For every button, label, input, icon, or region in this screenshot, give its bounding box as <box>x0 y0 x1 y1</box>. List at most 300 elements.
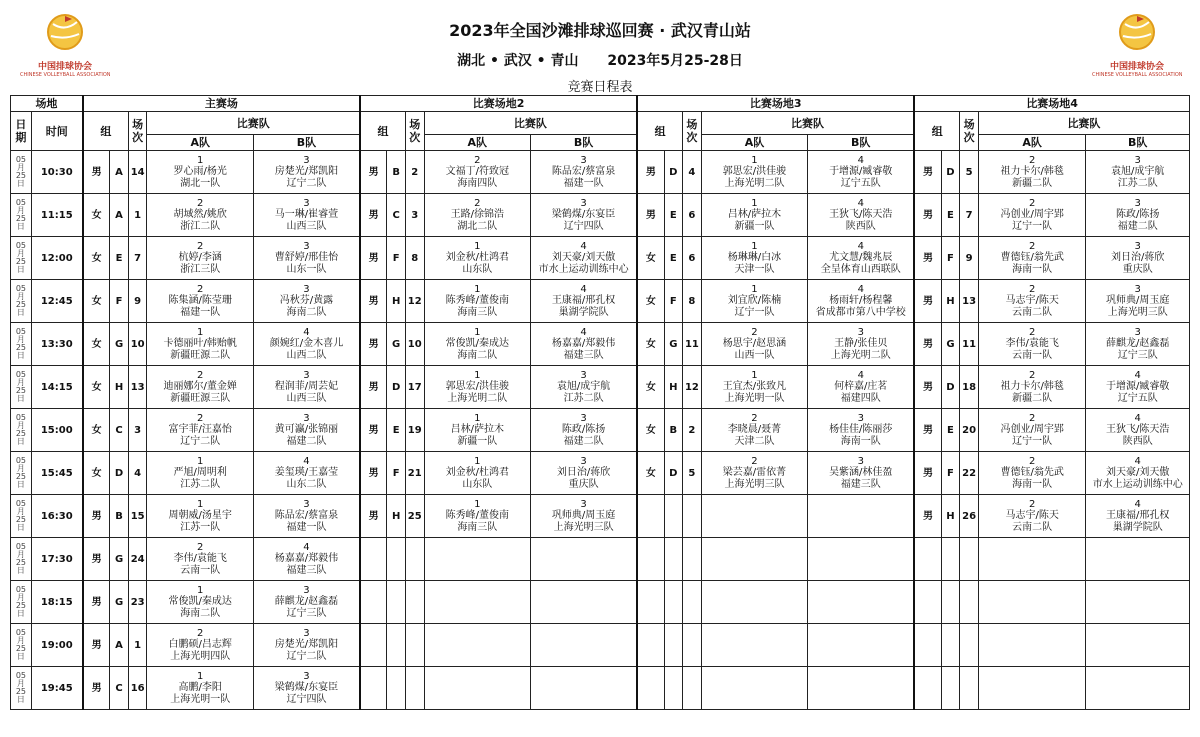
team-b-cell <box>253 151 360 194</box>
gender-cell: 男 <box>360 366 387 409</box>
seed-number: 3 <box>1134 326 1141 338</box>
empty-cell <box>637 495 664 538</box>
player-names: 陈秀峰/董俊南 <box>445 294 509 306</box>
club-name: 辽宁二队 <box>286 177 327 189</box>
group-cell: G <box>941 323 960 366</box>
group-cell: F <box>387 452 406 495</box>
match-time: 19:45 <box>31 667 83 710</box>
date-text: 05月25日 <box>15 241 27 274</box>
round-cell: 23 <box>128 581 147 624</box>
group-cell: E <box>664 194 683 237</box>
team-a-cell <box>978 194 1086 237</box>
player-names: 曹德钰/翁先武 <box>1000 466 1064 478</box>
club-name: 上海光明四队 <box>170 650 231 662</box>
venue-header-row <box>11 96 1190 112</box>
date-text: 05月25日 <box>15 456 27 489</box>
team-b-header: B队 <box>253 135 360 151</box>
club-name: 辽宁三队 <box>1117 349 1158 361</box>
player-names: 常俊凯/秦成达 <box>445 337 509 349</box>
team-b-cell <box>1086 452 1190 495</box>
player-names: 陈品宏/蔡富泉 <box>274 509 339 521</box>
group-cell: F <box>941 452 960 495</box>
gender-cell: 女 <box>83 409 110 452</box>
match-time: 13:30 <box>31 323 83 366</box>
seed-number: 4 <box>1134 455 1141 467</box>
empty-cell <box>360 624 387 667</box>
club-name: 福建三队 <box>286 564 327 576</box>
seed-number: 3 <box>580 498 587 510</box>
teams-header: 比赛队 <box>701 112 914 135</box>
player-names: 袁旭/成宇航 <box>1111 165 1165 177</box>
empty-cell <box>637 538 664 581</box>
empty-cell <box>683 538 702 581</box>
org-name-en: CHINESE VOLLEYBALL ASSOCIATION <box>20 72 111 78</box>
team-b-cell <box>1086 194 1190 237</box>
seed-number: 3 <box>303 240 310 252</box>
dates-text: 2023年5月25-28日 <box>607 53 743 69</box>
club-name: 江苏二队 <box>563 392 604 404</box>
seed-number: 4 <box>303 541 310 553</box>
club-name: 福建二队 <box>1117 220 1158 232</box>
team-a-header: A队 <box>701 135 808 151</box>
venue-2: 比赛场地2 <box>360 96 637 112</box>
team-b-cell <box>808 323 915 366</box>
club-name: 辽宁一队 <box>1012 220 1053 232</box>
team-b-cell <box>531 151 638 194</box>
empty-cell <box>424 581 531 624</box>
empty-cell <box>808 581 915 624</box>
gender-cell: 女 <box>637 409 664 452</box>
player-names: 王康福/邢孔权 <box>551 294 616 306</box>
org-name-cn: 中国排球协会 <box>1109 62 1164 72</box>
round-header: 场次 <box>683 112 702 151</box>
match-date <box>11 194 32 237</box>
date-text: 05月25日 <box>15 671 27 704</box>
group-cell: E <box>387 409 406 452</box>
gender-cell: 女 <box>83 237 110 280</box>
player-names: 杨嘉嘉/郑毅伟 <box>274 552 339 564</box>
gender-cell: 男 <box>637 194 664 237</box>
player-names: 杨思宇/赵思涵 <box>722 337 787 349</box>
club-name: 云南二队 <box>1012 306 1053 318</box>
round-cell: 21 <box>405 452 424 495</box>
team-a-cell <box>424 409 531 452</box>
schedule-row <box>11 237 1190 280</box>
empty-cell <box>360 667 387 710</box>
team-b-cell <box>253 452 360 495</box>
player-names: 刘日治/蒋欣 <box>556 466 611 478</box>
empty-cell <box>701 538 808 581</box>
empty-cell <box>531 581 638 624</box>
gender-cell: 男 <box>83 495 110 538</box>
empty-cell <box>941 667 960 710</box>
club-name: 天津一队 <box>734 263 775 275</box>
club-name: 新疆旺源三队 <box>170 392 231 404</box>
player-names: 祖力卡尔/韩毯 <box>1000 380 1064 392</box>
empty-cell <box>960 538 979 581</box>
player-names: 吕林/萨拉木 <box>450 423 504 435</box>
seed-number: 2 <box>751 412 758 424</box>
group-header: 组 <box>83 112 128 151</box>
seed-number: 1 <box>474 283 481 295</box>
empty-cell <box>683 667 702 710</box>
player-names: 周朝威/汤星宇 <box>168 509 232 521</box>
group-cell: H <box>387 280 406 323</box>
seed-number: 1 <box>197 584 204 596</box>
schedule-row <box>11 538 1190 581</box>
club-name: 辽宁一队 <box>734 306 775 318</box>
seed-number: 2 <box>1028 455 1036 467</box>
gender-cell: 男 <box>914 151 941 194</box>
empty-cell <box>941 581 960 624</box>
empty-cell <box>424 624 531 667</box>
player-names: 陈秀峰/董俊南 <box>445 509 509 521</box>
player-names: 陈品宏/蔡富泉 <box>551 165 616 177</box>
team-b-cell <box>253 624 360 667</box>
gender-cell: 男 <box>360 323 387 366</box>
team-a-cell <box>701 151 808 194</box>
club-name: 山东一队 <box>286 263 327 275</box>
round-cell: 13 <box>960 280 979 323</box>
club-name: 市水上运动训练中心 <box>538 263 629 275</box>
empty-cell <box>1086 667 1190 710</box>
date-text: 05月25日 <box>15 198 27 231</box>
gender-cell: 男 <box>360 495 387 538</box>
team-b-cell <box>531 452 638 495</box>
gender-cell: 男 <box>360 409 387 452</box>
group-cell: C <box>387 194 406 237</box>
player-names: 陈政/陈扬 <box>561 423 606 435</box>
empty-cell <box>941 624 960 667</box>
group-cell: F <box>664 280 683 323</box>
round-cell: 2 <box>405 151 424 194</box>
group-cell: E <box>110 237 129 280</box>
team-a-cell <box>147 538 254 581</box>
team-b-cell <box>253 323 360 366</box>
club-name: 山西一队 <box>734 349 775 361</box>
gender-cell: 女 <box>83 452 110 495</box>
player-names: 胡域然/姚欣 <box>173 208 227 220</box>
page-subtitle <box>0 50 1200 70</box>
location-text: 湖北 • 武汉 • 青山 <box>457 53 579 69</box>
date-text: 05月25日 <box>15 327 27 360</box>
seed-number: 2 <box>1028 498 1036 510</box>
group-cell: G <box>387 323 406 366</box>
team-a-cell <box>147 237 254 280</box>
group-cell: F <box>387 237 406 280</box>
group-header: 组 <box>360 112 405 151</box>
empty-cell <box>664 495 683 538</box>
club-name: 山西三队 <box>286 220 327 232</box>
player-names: 梁鹤煤/东宴臣 <box>274 681 339 693</box>
team-b-cell <box>531 237 638 280</box>
group-cell: B <box>110 495 129 538</box>
schedule-row <box>11 581 1190 624</box>
club-name: 湖北一队 <box>180 177 221 189</box>
seed-number: 2 <box>197 197 204 209</box>
empty-cell <box>637 667 664 710</box>
match-date <box>11 667 32 710</box>
seed-number: 3 <box>1134 240 1141 252</box>
empty-cell <box>683 581 702 624</box>
club-name: 辽宁二队 <box>286 650 327 662</box>
team-b-cell <box>1086 409 1190 452</box>
player-names: 严旭/周明利 <box>173 466 227 478</box>
team-b-cell <box>1086 495 1190 538</box>
player-names: 杨佳佳/陈丽莎 <box>829 423 893 435</box>
seed-number: 1 <box>474 498 481 510</box>
team-a-cell <box>147 323 254 366</box>
round-cell: 20 <box>960 409 979 452</box>
player-names: 杨雨轩/杨程馨 <box>829 294 893 306</box>
empty-cell <box>978 667 1086 710</box>
round-cell: 5 <box>683 452 702 495</box>
gender-cell: 女 <box>83 280 110 323</box>
round-cell: 14 <box>128 151 147 194</box>
schedule-row <box>11 194 1190 237</box>
club-name: 上海光明二队 <box>724 177 785 189</box>
seed-number: 3 <box>303 670 310 682</box>
player-names: 尤文慧/魏兆辰 <box>829 251 893 263</box>
seed-number: 2 <box>474 154 481 166</box>
team-b-cell <box>808 151 915 194</box>
club-name: 辽宁五队 <box>840 177 881 189</box>
team-a-header: A队 <box>978 135 1086 151</box>
gender-cell: 男 <box>360 151 387 194</box>
round-cell: 1 <box>128 194 147 237</box>
group-cell: F <box>941 237 960 280</box>
schedule-row <box>11 323 1190 366</box>
player-names: 王狄飞/陈天浩 <box>829 208 893 220</box>
player-names: 刘天豪/刘天傲 <box>1106 466 1170 478</box>
gender-cell: 男 <box>914 237 941 280</box>
team-b-cell <box>253 366 360 409</box>
schedule-row <box>11 151 1190 194</box>
team-b-cell <box>1086 323 1190 366</box>
empty-cell <box>960 581 979 624</box>
page-title: 2023年全国沙滩排球巡回赛 · 武汉青山站 <box>449 21 751 40</box>
match-date <box>11 280 32 323</box>
club-name: 海南三队 <box>457 306 498 318</box>
schedule-row <box>11 667 1190 710</box>
player-names: 房楚光/郑凯阳 <box>274 165 339 177</box>
player-names: 程润菲/周芸妃 <box>274 380 339 392</box>
group-cell: E <box>941 194 960 237</box>
club-name: 山东二队 <box>286 478 327 490</box>
round-cell: 12 <box>683 366 702 409</box>
team-a-cell <box>978 366 1086 409</box>
empty-cell <box>1086 581 1190 624</box>
seed-number: 3 <box>580 197 587 209</box>
gender-cell: 男 <box>360 237 387 280</box>
club-name: 海南三队 <box>457 521 498 533</box>
empty-cell <box>808 667 915 710</box>
seed-number: 3 <box>1134 283 1141 295</box>
team-a-cell <box>147 624 254 667</box>
schedule-row <box>11 280 1190 323</box>
club-name: 山西三队 <box>286 392 327 404</box>
player-names: 李伟/袁能飞 <box>1005 337 1059 349</box>
player-names: 于增源/臧睿敬 <box>1106 380 1170 392</box>
team-a-cell <box>147 409 254 452</box>
seed-number: 4 <box>1134 412 1141 424</box>
empty-cell <box>531 667 638 710</box>
seed-number: 1 <box>751 154 758 166</box>
gender-cell: 男 <box>360 280 387 323</box>
group-cell: H <box>941 495 960 538</box>
empty-cell <box>664 667 683 710</box>
player-names: 王静/张佳贝 <box>834 337 888 349</box>
player-names: 陈集涵/陈莹珊 <box>168 294 232 306</box>
empty-cell <box>701 667 808 710</box>
match-time: 15:45 <box>31 452 83 495</box>
round-cell: 8 <box>683 280 702 323</box>
venue-main: 主赛场 <box>83 96 360 112</box>
empty-cell <box>424 667 531 710</box>
org-name-cn: 中国排球协会 <box>37 62 92 72</box>
match-time: 10:30 <box>31 151 83 194</box>
club-name: 海南二队 <box>457 349 498 361</box>
seed-number: 4 <box>580 326 587 338</box>
group-cell: A <box>110 151 129 194</box>
empty-cell <box>808 495 915 538</box>
seed-number: 3 <box>857 455 864 467</box>
player-names: 马一琳/崔睿萱 <box>274 208 339 220</box>
club-name: 山东队 <box>462 478 493 490</box>
player-names: 刘日治/蒋欣 <box>1111 251 1165 263</box>
club-name: 全呈体育山西联队 <box>820 263 901 275</box>
gender-cell: 男 <box>83 667 110 710</box>
team-b-header: B队 <box>1086 135 1190 151</box>
match-date <box>11 237 32 280</box>
seed-number: 3 <box>303 283 310 295</box>
empty-cell <box>960 624 979 667</box>
club-name: 省成都市第八中学校 <box>815 306 906 318</box>
date-text: 05月25日 <box>15 628 27 661</box>
round-cell: 2 <box>683 409 702 452</box>
team-a-cell <box>424 366 531 409</box>
group-cell: G <box>110 323 129 366</box>
player-names: 白鹏硕/吕志辉 <box>168 638 232 650</box>
player-names: 李晓晨/聂菁 <box>727 423 782 435</box>
club-name: 浙江三队 <box>180 263 221 275</box>
team-a-cell <box>424 237 531 280</box>
club-name: 重庆队 <box>1122 263 1153 275</box>
group-cell: D <box>387 366 406 409</box>
team-b-cell <box>1086 366 1190 409</box>
player-names: 文福丁/符致冠 <box>445 165 509 177</box>
group-cell: D <box>664 151 683 194</box>
empty-cell <box>978 624 1086 667</box>
club-name: 海南一队 <box>1012 478 1053 490</box>
club-name: 重庆队 <box>568 478 599 490</box>
venue-label: 场地 <box>11 96 83 112</box>
match-time: 17:30 <box>31 538 83 581</box>
club-name: 新疆旺源二队 <box>170 349 231 361</box>
empty-cell <box>387 538 406 581</box>
match-date <box>11 538 32 581</box>
player-names: 薛麒龙/赵鑫磊 <box>1106 337 1170 349</box>
gender-cell: 女 <box>637 237 664 280</box>
group-cell: A <box>110 194 129 237</box>
player-names: 李伟/袁能飞 <box>173 552 227 564</box>
seed-number: 4 <box>1134 498 1141 510</box>
club-name: 海南二队 <box>286 306 327 318</box>
seed-number: 1 <box>474 369 481 381</box>
round-cell: 22 <box>960 452 979 495</box>
round-cell: 1 <box>128 624 147 667</box>
team-a-cell <box>701 237 808 280</box>
round-cell: 4 <box>128 452 147 495</box>
seed-number: 3 <box>580 455 587 467</box>
seed-number: 1 <box>751 240 758 252</box>
date-text: 05月25日 <box>15 284 27 317</box>
team-b-cell <box>531 194 638 237</box>
player-names: 吕林/萨拉木 <box>727 208 782 220</box>
venue-3: 比赛场地3 <box>637 96 914 112</box>
group-header: 组 <box>637 112 682 151</box>
team-b-cell <box>531 280 638 323</box>
empty-cell <box>664 581 683 624</box>
empty-cell <box>387 581 406 624</box>
org-name-en: CHINESE VOLLEYBALL ASSOCIATION <box>1092 72 1183 78</box>
teams-header: 比赛队 <box>424 112 637 135</box>
team-a-cell <box>701 323 808 366</box>
player-names: 冯秋芬/黄露 <box>279 294 334 306</box>
seed-number: 1 <box>751 197 758 209</box>
team-a-cell <box>701 194 808 237</box>
seed-number: 1 <box>197 455 204 467</box>
team-a-cell <box>147 667 254 710</box>
gender-cell: 女 <box>637 280 664 323</box>
schedule-row <box>11 409 1190 452</box>
team-b-cell <box>531 409 638 452</box>
seed-number: 3 <box>303 369 310 381</box>
group-cell: H <box>387 495 406 538</box>
round-cell: 26 <box>960 495 979 538</box>
club-name: 新疆一队 <box>734 220 775 232</box>
empty-cell <box>387 624 406 667</box>
seed-number: 3 <box>303 154 310 166</box>
team-a-cell <box>147 452 254 495</box>
round-cell: 17 <box>405 366 424 409</box>
seed-number: 1 <box>197 154 204 166</box>
club-name: 云南二队 <box>1012 521 1053 533</box>
date-text: 05月25日 <box>15 155 27 188</box>
team-b-cell <box>1086 151 1190 194</box>
team-b-cell <box>253 280 360 323</box>
seed-number: 2 <box>197 627 204 639</box>
player-names: 巩师典/周玉庭 <box>551 509 616 521</box>
team-b-cell <box>253 194 360 237</box>
seed-number: 3 <box>303 197 310 209</box>
round-cell: 7 <box>960 194 979 237</box>
team-b-cell <box>808 194 915 237</box>
team-a-cell <box>424 194 531 237</box>
gender-cell: 男 <box>914 366 941 409</box>
seed-number: 4 <box>1134 369 1141 381</box>
gender-cell: 女 <box>83 366 110 409</box>
gender-cell: 男 <box>83 624 110 667</box>
club-name: 福建一队 <box>563 177 604 189</box>
round-cell: 9 <box>128 280 147 323</box>
group-cell: F <box>110 280 129 323</box>
round-cell: 11 <box>960 323 979 366</box>
seed-number: 4 <box>303 326 310 338</box>
date-text: 05月25日 <box>15 499 27 532</box>
player-names: 高鹏/李阳 <box>178 681 222 693</box>
player-names: 杨琳琳/白冰 <box>727 251 782 263</box>
